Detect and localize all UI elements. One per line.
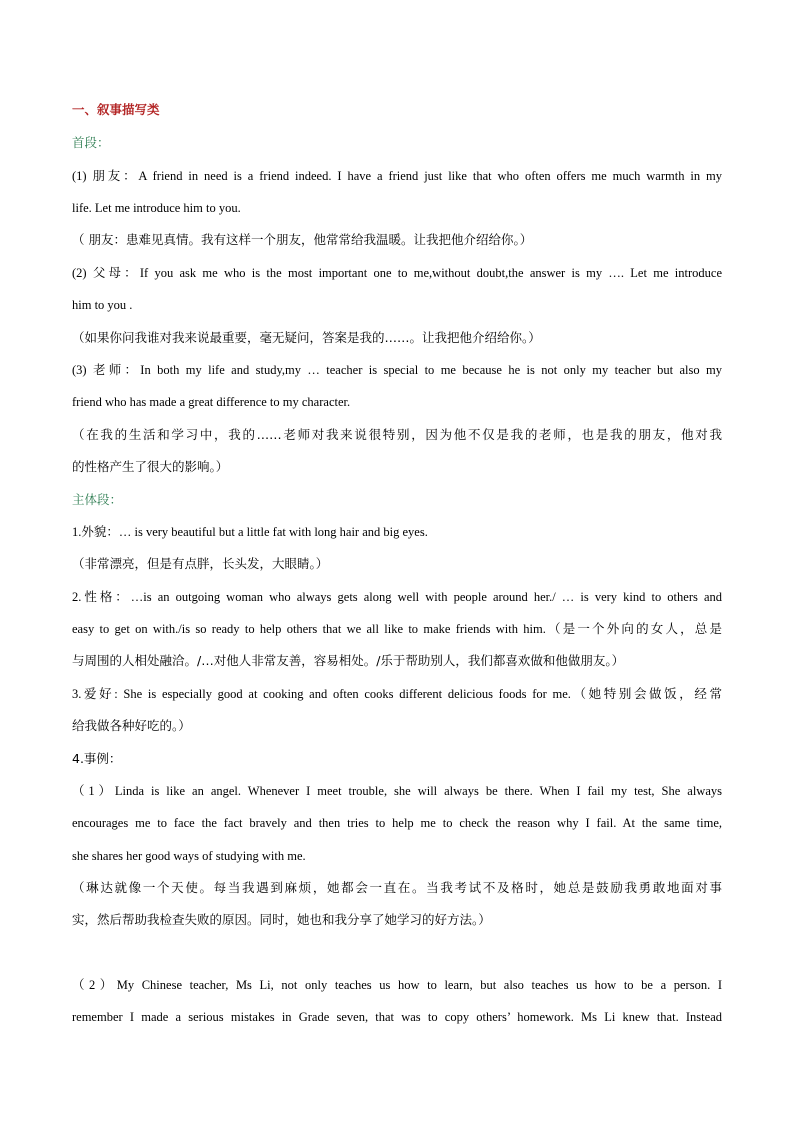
character-line-3: 与周围的人相处融洽。/…对他人非常友善，容易相处。/乐于帮助别人，我们都喜欢做和他做朋友。）	[72, 653, 625, 668]
example-1-line-3: she shares her good ways of studying with me.	[72, 849, 306, 863]
hobby-line-1: 3.爱好: She is especially good at cooking and often cooks different delicious foods for me.（她特别会做饭，经常	[72, 687, 722, 701]
opening-item-teacher-en: (3) 老师：In both my life and study,my … teacher is special to me because he is not only my teacher but also my	[72, 363, 722, 377]
hobby-line-2: 给我做各种好吃的。）	[72, 718, 191, 733]
example-1-line-1: （1）Linda is like an angel. Whenever I meet trouble, she will always be there. When I fail my test, She always	[72, 784, 722, 798]
example-2-line-1: （2）My Chinese teacher, Ms Li, not only teaches us how to learn, but also teaches us how to be a person. I	[72, 978, 722, 992]
example-2-line-2: remember I made a serious mistakes in Grade seven, that was to copy others’ homework. Ms Li knew that. Instead	[72, 1010, 722, 1024]
section-title: 一、叙事描写类	[72, 102, 160, 117]
opening-item-parents-en-cont: him to you .	[72, 298, 133, 312]
opening-item-parents-zh: （如果你问我谁对我来说最重要，毫无疑问，答案是我的……。让我把他介绍给你。）	[72, 330, 541, 345]
opening-item-friend-en-cont: life. Let me introduce him to you.	[72, 201, 241, 215]
opening-item-teacher-zh: （在我的生活和学习中，我的……老师对我来说很特别，因为他不仅是我的老师，也是我的朋友，他对我	[72, 427, 722, 442]
appearance-en: 1.外貌：… is very beautiful but a little fat with long hair and big eyes.	[72, 525, 428, 539]
example-1-zh-2: 实，然后帮助我检查失败的原因。同时，她也和我分享了她学习的好方法。）	[72, 912, 491, 927]
examples-heading: 4.事例：	[72, 751, 122, 766]
appearance-zh: （非常漂亮，但是有点胖，长头发，大眼睛。）	[72, 556, 329, 571]
opening-heading: 首段：	[72, 135, 110, 150]
character-line-1: 2.性格：…is an outgoing woman who always gets along well with people around her./ … is very kind to others and	[72, 590, 722, 604]
opening-item-teacher-zh-cont: 的性格产生了很大的影响。）	[72, 459, 229, 474]
example-1-line-2: encourages me to face the fact bravely and then tries to help me to check the reason why I fail. At the same time,	[72, 816, 722, 830]
opening-item-friend-en: (1) 朋友：A friend in need is a friend indeed. I have a friend just like that who often offers me much warmth in my	[72, 169, 722, 183]
body-heading: 主体段：	[72, 492, 123, 507]
opening-item-teacher-en-cont: friend who has made a great difference to my character.	[72, 395, 351, 409]
character-line-2: easy to get on with./is so ready to help others that we all like to make friends with him.（是一个外向的女人，总是	[72, 622, 722, 636]
example-1-zh-1: （琳达就像一个天使。每当我遇到麻烦，她都会一直在。当我考试不及格时，她总是鼓励我勇敢地面对事	[72, 880, 722, 895]
opening-item-parents-en: (2) 父母：If you ask me who is the most important one to me,without doubt,the answer is my …. Let me introduce	[72, 266, 722, 280]
opening-item-friend-zh: （ 朋友：患难见真情。我有这样一个朋友，他常常给我温暖。让我把他介绍给你。）	[72, 232, 533, 247]
